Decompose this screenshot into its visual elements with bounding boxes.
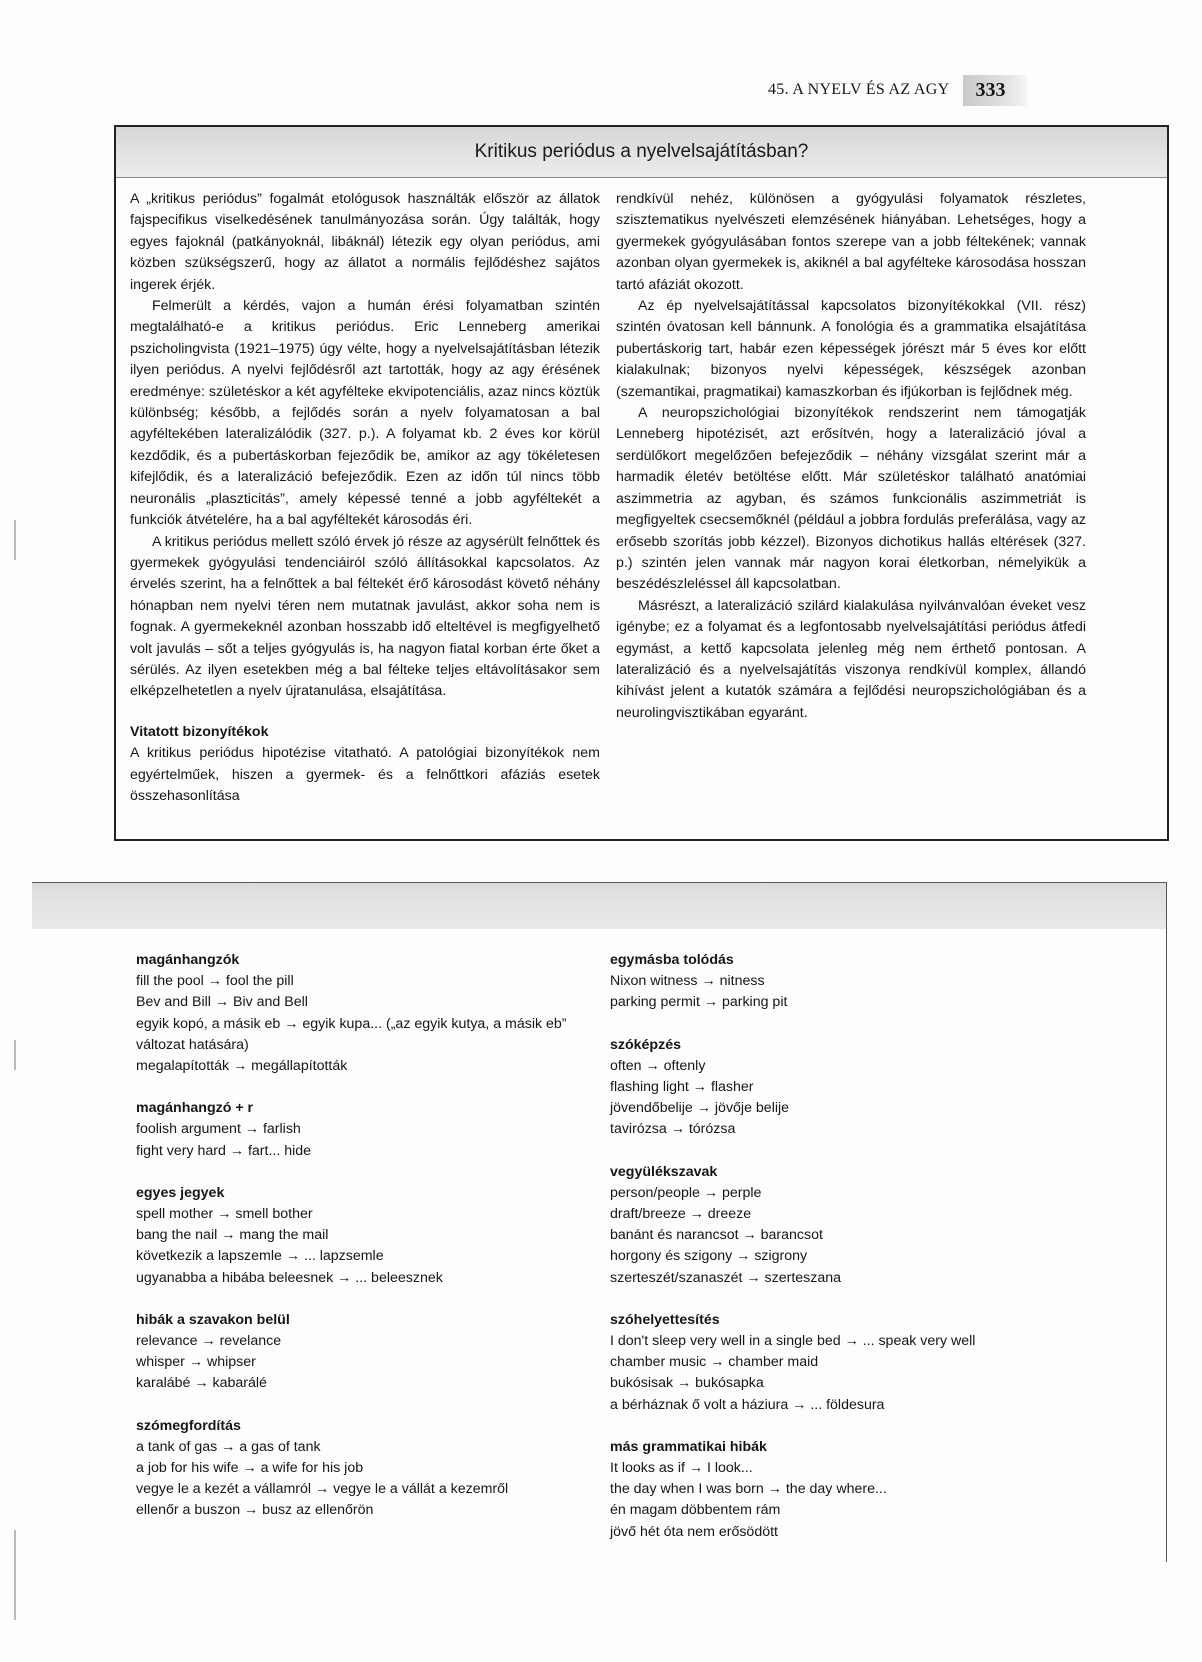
- chapter-title: 45. A NYELV ÉS AZ AGY: [768, 81, 950, 98]
- category-title: szóképzés: [610, 1036, 681, 1053]
- error-example: whisper → whipser: [136, 1354, 256, 1371]
- error-example: tavirózsa → tórózsa: [610, 1121, 736, 1138]
- error-example: én magam döbbentem rám: [610, 1502, 781, 1519]
- category-title: magánhangzó + r: [136, 1100, 254, 1117]
- paragraph: A „kritikus periódus” fogalmát etológusok használták először az állatok fajspecifikus viselkedésének tanulmányozása során. Úgy találták, hogy egyes fajoknál (patkányoknál, libáknál) létezik egy olyan periódus, ami közben szükségszerű, hogy az állatot a normális fejlődéshez sajátos ingerek érjék.: [130, 191, 600, 293]
- box-right-column: [616, 189, 1086, 724]
- paragraph: Felmerült a kérdés, vajon a humán érési folyamatban szintén megtalálható-e a kritikus periódus. Eric Lenneberg amerikai pszicholingvista (1921–1975) úgy vélte, hogy a nyelvelsajátításban létezik ilyen periódus. A nyelvi fejlődésről azt tartották, hogy az agy érésének eredménye: születéskor a két agyfélteke ekvipotenciális, azaz nincs köztük különbség; később, a fejlődés során a nyelv folyamatosan a bal agyféltekében lateralizálódik (327. p.). A folyamat kb. 2 éves kor körül kezdődik, és a pubertáskorban fejeződik be, amikor az agy tökéletesen kifejlődik, és a lateralizáció befejeződik. Ezen az időn túl nincs több neuronális „plaszticitás”, amely képessé tenné a jobb agyféltekét a funkciók átvételére, ha a bal agyféltekét károsodás éri.: [130, 298, 601, 529]
- subheading: Vitatott bizonyítékok: [130, 723, 269, 740]
- error-example: fight very hard → fart... hide: [136, 1142, 312, 1159]
- box-title: Kritikus periódus a nyelvelsajátításban?: [474, 141, 809, 162]
- critical-period-box: [114, 125, 1169, 841]
- box-header: [116, 127, 1167, 178]
- errors-left-column: [136, 950, 616, 1543]
- error-example: szerteszét/szanaszét → szerteszana: [610, 1269, 842, 1286]
- error-category: [610, 1437, 1090, 1543]
- error-example: often → oftenly: [610, 1057, 706, 1074]
- error-example: It looks as if → I look...: [610, 1460, 753, 1477]
- error-example: draft/breeze → dreeze: [610, 1206, 752, 1223]
- error-example: megalapították → megállapították: [136, 1058, 348, 1075]
- error-category: [610, 950, 1090, 1014]
- paragraph: A kritikus periódus hipotézise vitatható. A patológiai bizonyítékok nem egyértelműek, hiszen a gyermek- és a felnőttkori afáziás esetek összehasonlítása: [130, 745, 600, 804]
- speech-errors-box: [32, 882, 1202, 1562]
- paragraph: Másrészt, a lateralizáció szilárd kialakulása nyilvánvalóan éveket vesz igénybe; ez a folyamat és a legfontosabb nyelvelsajátítási periódus átfedi egymást, a kettő kapcsolata jelenleg még nem érthető pontosan. A lateralizáció és a nyelvelsajátítás viszonya rendkívül komplex, állandó kihívást jelent a kutatók számára a fejlődési neuropszichológiában és a neurolingvisztikában egyaránt.: [616, 597, 1086, 721]
- error-category: [136, 1183, 616, 1289]
- error-example: relevance → revelance: [136, 1333, 282, 1350]
- error-example: a tank of gas → a gas of tank: [136, 1438, 321, 1455]
- error-example: a bérháznak ő volt a háziura → ... földesura: [610, 1396, 885, 1413]
- error-example: parking permit → parking pit: [610, 994, 788, 1011]
- error-example: person/people → perple: [610, 1184, 762, 1201]
- category-title: szómegfordítás: [136, 1417, 241, 1434]
- binding-edge-mark: [14, 1530, 16, 1620]
- error-category: [136, 950, 616, 1077]
- error-example: vegye le a kezét a vállamról → vegye le a vállát a kezemről: [136, 1481, 509, 1498]
- error-example: the day when I was born → the day where...: [610, 1481, 887, 1498]
- error-example: banánt és narancsot → barancsot: [610, 1227, 823, 1244]
- category-title: egyes jegyek: [136, 1184, 225, 1201]
- error-example: chamber music → chamber maid: [610, 1354, 819, 1371]
- box-header-band: [32, 883, 1167, 929]
- error-example: foolish argument → farlish: [136, 1121, 301, 1138]
- error-example: Bev and Bill → Biv and Bell: [136, 994, 308, 1011]
- error-example: horgony és szigony → szigrony: [610, 1248, 808, 1265]
- error-category: [610, 1162, 1090, 1289]
- box-left-column: [130, 189, 600, 807]
- binding-edge-mark: [14, 1040, 16, 1070]
- category-title: vegyülékszavak: [610, 1163, 718, 1180]
- box-right-rule: [1166, 882, 1167, 1562]
- errors-right-column: [610, 950, 1090, 1564]
- error-example: ugyanabba a hibába beleesnek → ... beleesznek: [136, 1269, 443, 1286]
- category-title: szóhelyettesítés: [610, 1311, 720, 1328]
- category-title: egymásba tolódás: [610, 952, 734, 968]
- paragraph: rendkívül nehéz, különösen a gyógyulási folyamatok részletes, szisztematikus nyelvészeti elemzésének hiányában. Lehetséges, hogy a gyermekek gyógyulásában fontos szerepe van a jobb féltekének; vannak azonban olyan gyermekek is, akiknél a bal agyfélteke károsodása hosszan tartó afáziát okozott.: [616, 191, 1086, 293]
- error-category: [136, 1098, 616, 1162]
- error-example: a job for his wife → a wife for his job: [136, 1460, 364, 1477]
- error-example: karalábé → kabarálé: [136, 1375, 267, 1392]
- paragraph: A neuropszichológiai bizonyítékok rendszerint nem támogatják Lenneberg hipotézisét, azt erősítvén, hogy a lateralizáció jóval a serdülőkort megelőzően befejeződik – néhány vizsgálat szerint már a harmadik életév betöltése előtt. Már születéskor található anatómiai aszimmetria az agyban, és számos funkcionális aszimmetriát is megfigyeltek csecsemőknél (például a jobbra fordulás preferálása, vagy az erősebb szorítás jobb kézzel). Bizonyos dichotikus hallás eltérések (327. p.) szintén jelen vannak már nagyon korai életkorban, némelyikük a beszédészleléssel áll kapcsolatban.: [616, 405, 1086, 593]
- error-example: Nixon witness → nitness: [610, 973, 765, 990]
- page-number: 333: [963, 75, 1027, 106]
- category-title: magánhangzók: [136, 952, 240, 968]
- error-example: ellenőr a buszon → busz az ellenőrön: [136, 1502, 374, 1519]
- error-example: bang the nail → mang the mail: [136, 1227, 329, 1244]
- error-example: változat hatására): [136, 1036, 249, 1053]
- error-example: bukósisak → bukósapka: [610, 1375, 764, 1392]
- category-title: más grammatikai hibák: [610, 1438, 767, 1455]
- category-title: hibák a szavakon belül: [136, 1311, 290, 1328]
- error-category: [610, 1035, 1090, 1141]
- error-category: [136, 1416, 616, 1522]
- error-example: I don't sleep very well in a single bed → ... speak very well: [610, 1333, 976, 1350]
- error-example: következik a lapszemle → ... lapzsemle: [136, 1248, 384, 1265]
- error-example: jövendőbelije → jövője belije: [610, 1100, 790, 1117]
- error-example: jövő hét óta nem erősödött: [610, 1523, 778, 1540]
- error-example: spell mother → smell bother: [136, 1206, 313, 1223]
- error-example: egyik kopó, a másik eb → egyik kupa... („az egyik kutya, a másik eb”: [136, 1015, 567, 1032]
- error-example: flashing light → flasher: [610, 1079, 754, 1096]
- error-category: [610, 1310, 1090, 1416]
- paragraph: Az ép nyelvelsajátítással kapcsolatos bizonyítékokkal (VII. rész) szintén óvatosan kell bánnunk. A fonológia és a grammatika elsajátítása pubertáskorig tart, habár ezen képességek jórészt már 5 éves kor előtt kialakulnak; bizonyos nyelvi képességek, készségek azonban (szemantikai, pragmatikai) kamaszkorban és ifjúkorban is fejlődnek még.: [616, 298, 1086, 400]
- paragraph: A kritikus periódus mellett szóló érvek jó része az agysérült felnőttek és gyermekek gyógyulási tendenciáiról szóló állításokkal kapcsolatos. Az érvelés szerint, ha a felnőttek a bal féltekét érő károsodást követő néhány hónapban nem nyelvi téren nem mutatnak javulást, akkor soha nem is fognak. A gyermekeknél azonban hosszabb idő elteltével is megfigyelhető volt javulás – sőt a teljes gyógyulás is, ha nagyon fiatal korban érte őket a sérülés. Az ilyen esetekben még a bal félteke teljes eltávolításakor sem elképzelhetetlen a nyelv újratanulása, elsajátítása.: [130, 533, 600, 700]
- error-example: fill the pool → fool the pill: [136, 973, 294, 990]
- running-head: [768, 72, 1198, 108]
- binding-edge-mark: [14, 520, 16, 560]
- error-category: [136, 1310, 616, 1395]
